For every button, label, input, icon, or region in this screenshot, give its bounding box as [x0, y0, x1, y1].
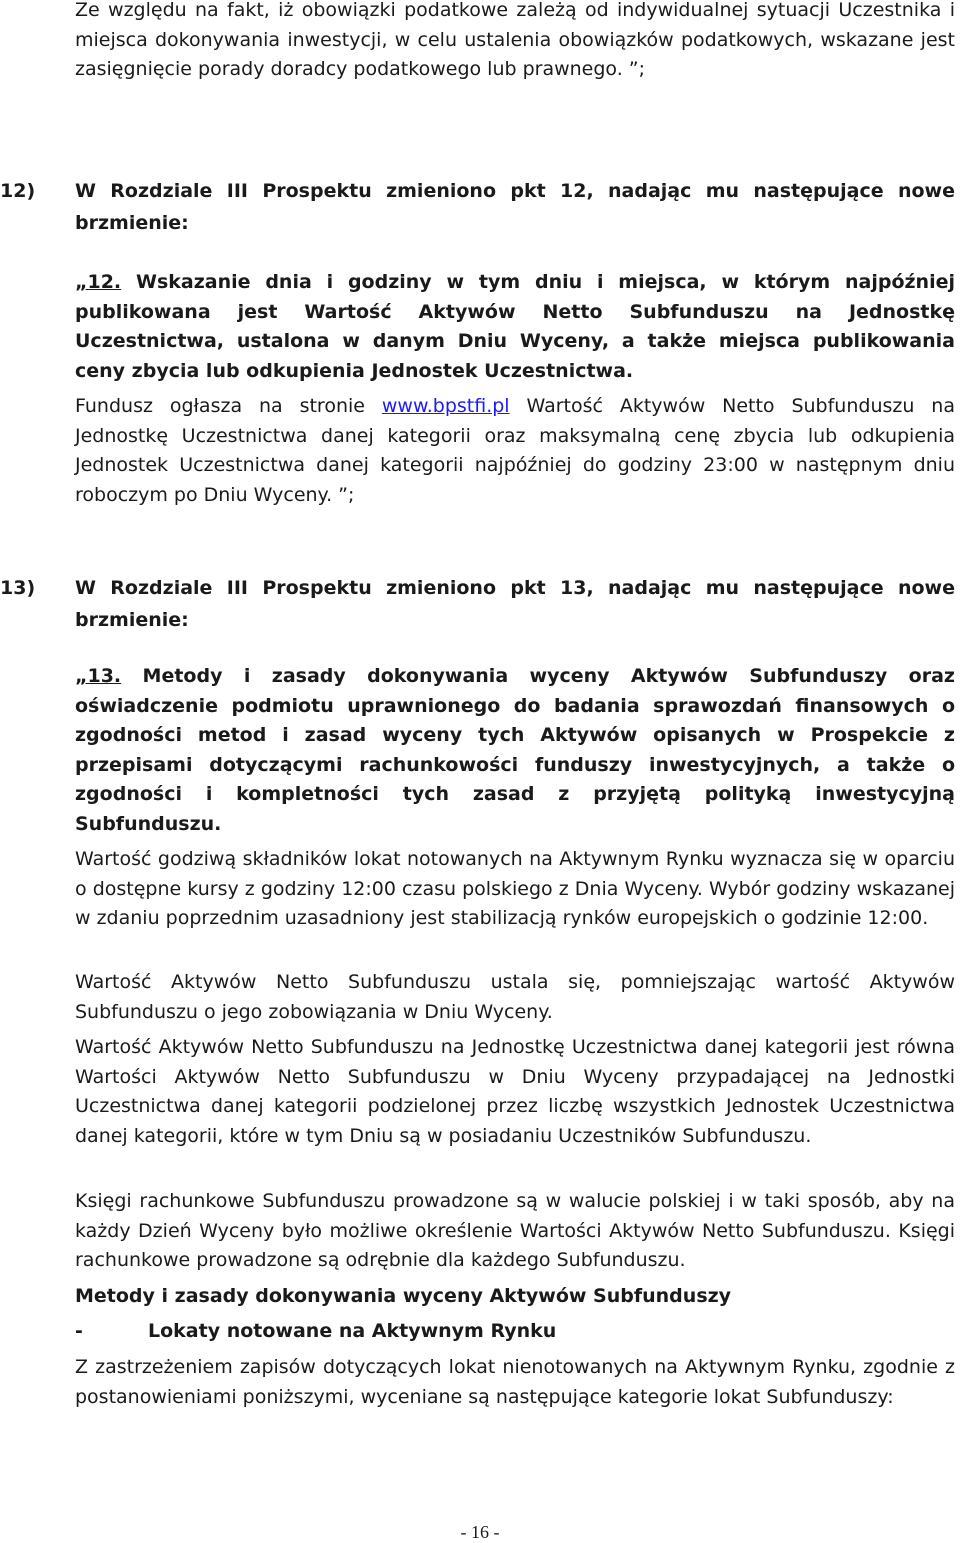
closing-paragraph: Z zastrzeżeniem zapisów dotyczących lokat nienotowanych na Aktywnym Rynku, zgodnie z postanowieniami poniższymi, wyceniane są następujące kategorie lokat Subfunduszy:	[75, 1356, 955, 1408]
point-12-body-end: Wartość Aktywów Netto Subfunduszu na Jednostkę Uczestnictwa danej kategorii oraz maksymalną cenę zbycia lub odkupienia Jednostek Uczestnictwa danej kategorii najpóźniej do godziny 23:00 w następnym dniu roboczym po Dniu Wyceny. ”;	[75, 395, 955, 506]
item-13-heading: W Rozdziale III Prospektu zmieniono pkt 13, nadając mu następujące nowe brzmienie:	[75, 577, 955, 631]
point-12-title-text: Wskazanie dnia i godziny w tym dniu i miejsca, w którym najpóźniej publikowana jest Wartość Aktywów Netto Subfunduszu na Jednostkę Uczestnictwa, ustalona w danym Dniu Wyceny, a także miejsca publikowania ceny zbycia lub odkupienia Jednostek Uczestnictwa.	[75, 271, 955, 382]
bpstfi-link[interactable]: www.bpstfi.pl	[381, 395, 510, 417]
paragraph-accounting-books: Księgi rachunkowe Subfunduszu prowadzone są w walucie polskiej i w taki sposób, aby na każdy Dzień Wyceny było możliwe określenie Wartości Aktywów Netto Subfunduszu. Księgi rachunkowe prowadzone są odrębnie dla każdego Subfunduszu.	[75, 1190, 955, 1271]
point-12-body	[75, 392, 955, 510]
paragraph-fair-value: Wartość godziwą składników lokat notowanych na Aktywnym Rynku wyznacza się w oparciu o dostępne kursy z godziny 12:00 czasu polskiego z Dnia Wyceny. Wybór godziny wskazanej w zdaniu poprzednim uzasadniony jest stabilizacją rynków europejskich o godzinie 12:00.	[75, 848, 955, 929]
bullet-dash: -	[75, 1320, 83, 1342]
paragraph-net-assets: Wartość Aktywów Netto Subfunduszu ustala się, pomniejszając wartość Aktywów Subfunduszu o jego zobowiązania w Dniu Wyceny.	[75, 971, 955, 1023]
item-12-number: 12)	[0, 180, 36, 202]
point-12-body-start: Fundusz ogłasza na stronie	[75, 395, 382, 417]
bullet-heading: Lokaty notowane na Aktywnym Rynku	[148, 1320, 557, 1342]
point-13-title	[75, 662, 955, 839]
point-13-number: „13.	[75, 665, 122, 687]
point-12-title	[75, 268, 955, 386]
intro-paragraph: Ze względu na fakt, iż obowiązki podatkowe zależą od indywidualnej sytuacji Uczestnika i miejsca dokonywania inwestycji, w celu ustalenia obowiązków podatkowych, wskazane jest zasięgnięcie porady doradcy podatkowego lub prawnego. ”;	[75, 0, 955, 80]
point-12-number: „12.	[75, 271, 122, 293]
paragraph-net-assets-per-unit: Wartość Aktywów Netto Subfunduszu na Jednostkę Uczestnictwa danej kategorii jest równa Wartości Aktywów Netto Subfunduszu w Dniu Wyceny przypadającej na Jednostki Uczestnictwa danej kategorii podzielonej przez liczbę wszystkich Jednostek Uczestnictwa danej kategorii, które w tym Dniu są w posiadaniu Uczestników Subfunduszu.	[75, 1036, 955, 1147]
point-13-title-text: Metody i zasady dokonywania wyceny Aktywów Subfunduszy oraz oświadczenie podmiotu uprawnionego do badania sprawozdań finansowych o zgodności metod i zasad wyceny tych Aktywów opisanych w Prospekcie z przepisami dotyczącymi rachunkowości funduszy inwestycyjnych, a także o zgodności i kompletności tych zasad z przyjętą polityką inwestycyjną Subfunduszu.	[75, 665, 955, 835]
item-13-number: 13)	[0, 577, 36, 599]
methods-heading: Metody i zasady dokonywania wyceny Aktywów Subfunduszy	[75, 1285, 732, 1307]
page-number: - 16 -	[460, 1522, 500, 1542]
item-12-heading: W Rozdziale III Prospektu zmieniono pkt 12, nadając mu następujące nowe brzmienie:	[75, 180, 955, 234]
